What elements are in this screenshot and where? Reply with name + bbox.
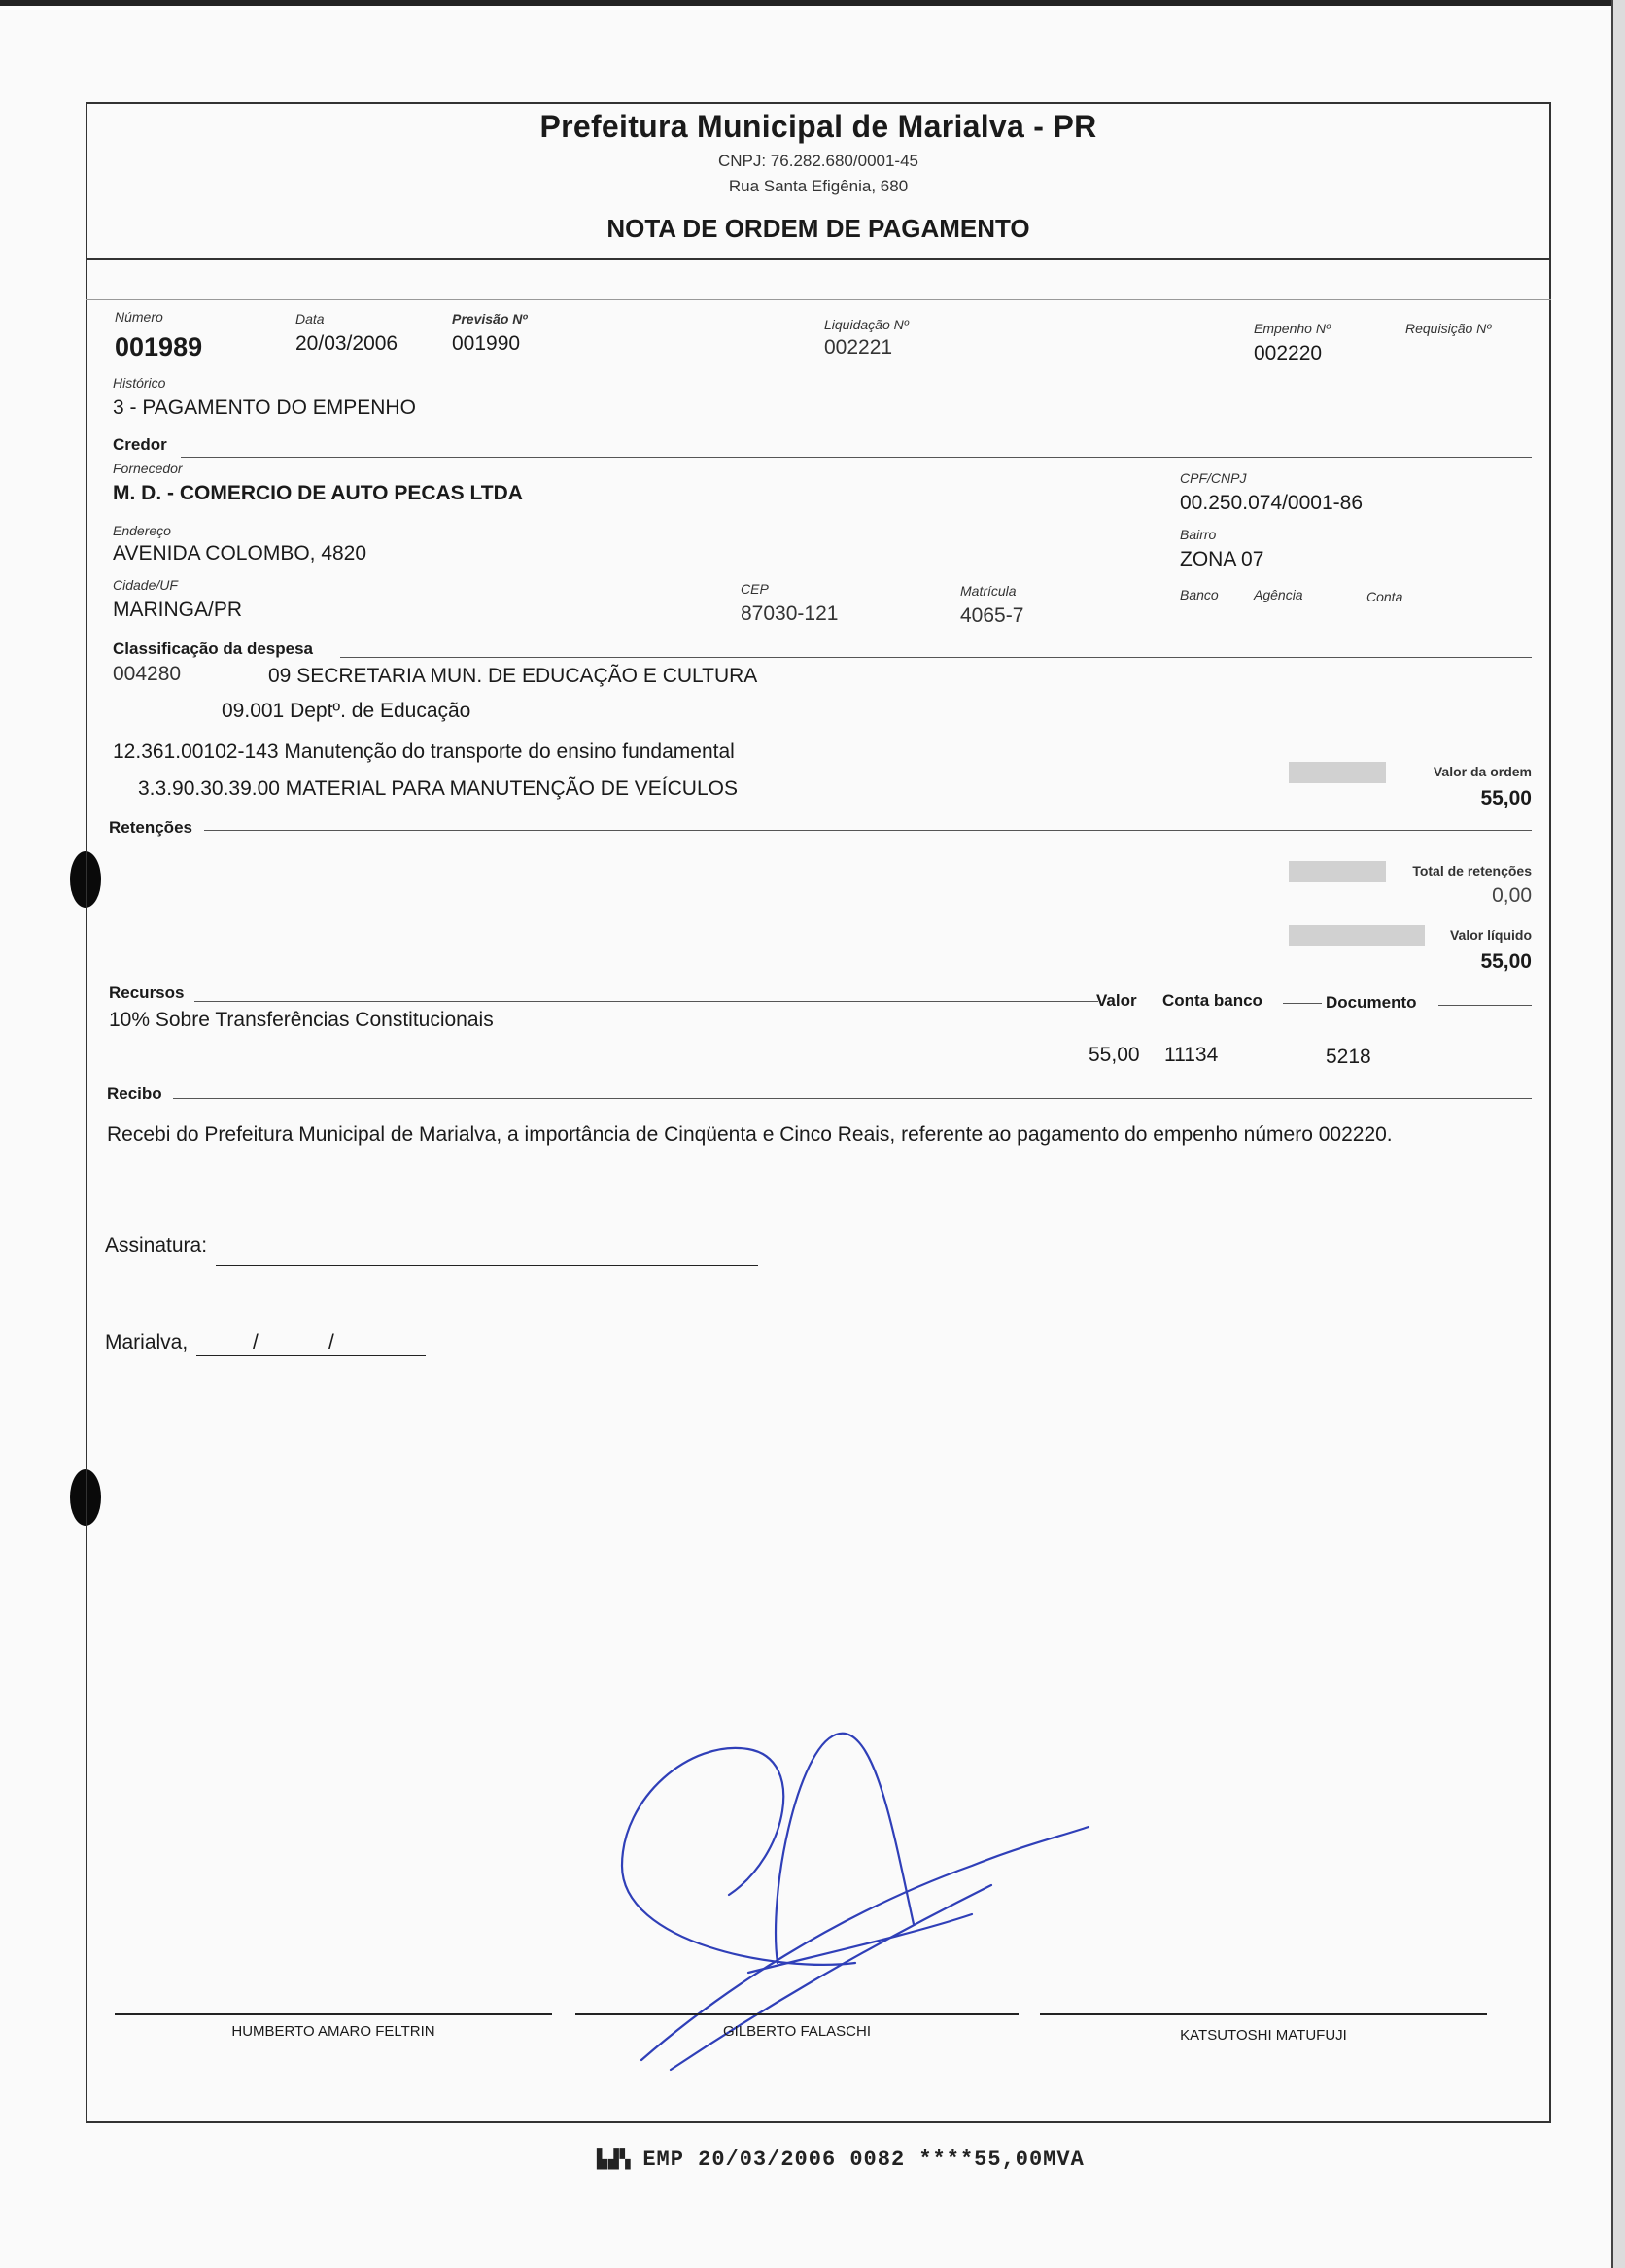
header-address: Rua Santa Efigênia, 680 bbox=[728, 177, 909, 195]
recibo-section: Recibo bbox=[107, 1084, 162, 1103]
cpf-value: 00.250.074/0001-86 bbox=[1180, 492, 1364, 514]
divider bbox=[1438, 1005, 1532, 1006]
cep-value: 87030-121 bbox=[741, 602, 839, 625]
signatory-line bbox=[575, 2013, 1019, 2015]
handwritten-signature bbox=[603, 1720, 1108, 2109]
scan-edge-right bbox=[1611, 0, 1625, 2268]
page-title: Prefeitura Municipal de Marialva - PR bbox=[539, 109, 1097, 144]
cidade-value: MARINGA/PR bbox=[113, 599, 243, 621]
divider bbox=[173, 1098, 1532, 1099]
agencia-label: Agência bbox=[1254, 587, 1303, 602]
stamp-text: EMP 20/03/2006 0082 ****55,00MVA bbox=[642, 2148, 1085, 2172]
previsao-label: Previsão Nº bbox=[452, 311, 528, 326]
divider bbox=[340, 657, 1532, 658]
data-value: 20/03/2006 bbox=[295, 332, 398, 355]
fornecedor-value: M. D. - COMERCIO DE AUTO PECAS LTDA bbox=[113, 482, 523, 504]
header-cnpj: CNPJ: 76.282.680/0001-45 bbox=[717, 152, 919, 170]
bairro-label: Bairro bbox=[1180, 527, 1217, 542]
date-slash: / bbox=[253, 1331, 259, 1354]
signatory-name: KATSUTOSHI MATUFUJI bbox=[1180, 2027, 1347, 2044]
valor-ordem-value: 55,00 bbox=[1480, 787, 1532, 809]
endereco-label: Endereço bbox=[113, 523, 171, 538]
matricula-label: Matrícula bbox=[960, 583, 1017, 599]
local-data-label: Marialva, bbox=[105, 1331, 189, 1354]
previsao-value: 001990 bbox=[452, 332, 521, 355]
classificacao-line2: 09.001 Deptº. de Educação bbox=[222, 700, 471, 722]
assinatura-line[interactable] bbox=[216, 1265, 758, 1266]
scan-edge-top bbox=[0, 0, 1625, 6]
header-divider bbox=[86, 258, 1551, 260]
recursos-valor: 55,00 bbox=[1089, 1044, 1140, 1066]
data-label: Data bbox=[295, 311, 325, 326]
fornecedor-label: Fornecedor bbox=[113, 461, 183, 476]
total-retencoes-value: 0,00 bbox=[1492, 884, 1532, 907]
total-retencoes-label: Total de retenções bbox=[1412, 863, 1532, 878]
numero-value: 001989 bbox=[115, 332, 203, 361]
requisicao-label: Requisição Nº bbox=[1405, 321, 1492, 336]
divider bbox=[1283, 1003, 1322, 1004]
recursos-documento: 5218 bbox=[1326, 1046, 1371, 1068]
recursos-section: Recursos bbox=[109, 983, 185, 1002]
recursos-valor-label: Valor bbox=[1096, 991, 1137, 1010]
historico-value: 3 - PAGAMENTO DO EMPENHO bbox=[113, 396, 416, 419]
historico-label: Histórico bbox=[113, 375, 166, 391]
empenho-label: Empenho Nº bbox=[1254, 321, 1331, 336]
classificacao-section: Classificação da despesa bbox=[113, 639, 314, 658]
signatory-name: GILBERTO FALASCHI bbox=[723, 2023, 871, 2040]
recursos-conta-banco-label: Conta banco bbox=[1162, 991, 1262, 1010]
classificacao-line3: 12.361.00102-143 Manutenção do transporte do ensino fundamental bbox=[113, 740, 735, 763]
matricula-value: 4065-7 bbox=[960, 604, 1024, 627]
divider bbox=[194, 1001, 1098, 1002]
retencoes-section: Retenções bbox=[109, 818, 192, 837]
signatory-line bbox=[115, 2013, 552, 2015]
signatory-name: HUMBERTO AMARO FELTRIN bbox=[231, 2023, 435, 2040]
cpf-label: CPF/CNPJ bbox=[1180, 470, 1247, 486]
recursos-documento-label: Documento bbox=[1326, 993, 1417, 1012]
empenho-value: 002220 bbox=[1254, 342, 1323, 364]
cidade-label: Cidade/UF bbox=[113, 577, 178, 593]
date-line[interactable] bbox=[196, 1355, 426, 1356]
bairro-value: ZONA 07 bbox=[1180, 548, 1264, 570]
liquidacao-label: Liquidação Nº bbox=[824, 317, 909, 332]
valor-liquido-value: 55,00 bbox=[1480, 950, 1532, 973]
assinatura-label: Assinatura: bbox=[105, 1234, 208, 1256]
numero-label: Número bbox=[115, 309, 163, 325]
classificacao-code: 004280 bbox=[113, 663, 182, 685]
signatory-line bbox=[1040, 2013, 1487, 2015]
recursos-conta-banco: 11134 bbox=[1164, 1044, 1219, 1066]
endereco-value: AVENIDA COLOMBO, 4820 bbox=[113, 542, 367, 565]
recibo-text: Recebi do Prefeitura Municipal de Marialva, a importância de Cinqüenta e Cinco Reais, referente ao pagamento do empenho número 002220. bbox=[107, 1123, 1393, 1146]
credor-section: Credor bbox=[113, 435, 167, 454]
divider bbox=[86, 299, 1551, 300]
classificacao-line1: 09 SECRETARIA MUN. DE EDUCAÇÃO E CULTURA bbox=[268, 665, 758, 687]
recursos-descricao: 10% Sobre Transferências Constitucionais bbox=[109, 1009, 494, 1031]
date-slash: / bbox=[328, 1331, 334, 1354]
divider bbox=[181, 457, 1532, 458]
valor-ordem-label: Valor da ordem bbox=[1433, 764, 1532, 779]
classificacao-line4: 3.3.90.30.39.00 MATERIAL PARA MANUTENÇÃO DE VEÍCULOS bbox=[138, 777, 738, 800]
divider bbox=[204, 830, 1532, 831]
document-title: NOTA DE ORDEM DE PAGAMENTO bbox=[606, 214, 1030, 243]
valor-liquido-label: Valor líquido bbox=[1449, 927, 1532, 943]
banco-label: Banco bbox=[1180, 587, 1219, 602]
liquidacao-value: 002221 bbox=[824, 336, 893, 359]
conta-label: Conta bbox=[1366, 589, 1403, 604]
cep-label: CEP bbox=[741, 581, 769, 597]
stamp-logo: ▙▟▚ bbox=[597, 2151, 643, 2171]
bank-stamp bbox=[597, 2148, 1085, 2172]
